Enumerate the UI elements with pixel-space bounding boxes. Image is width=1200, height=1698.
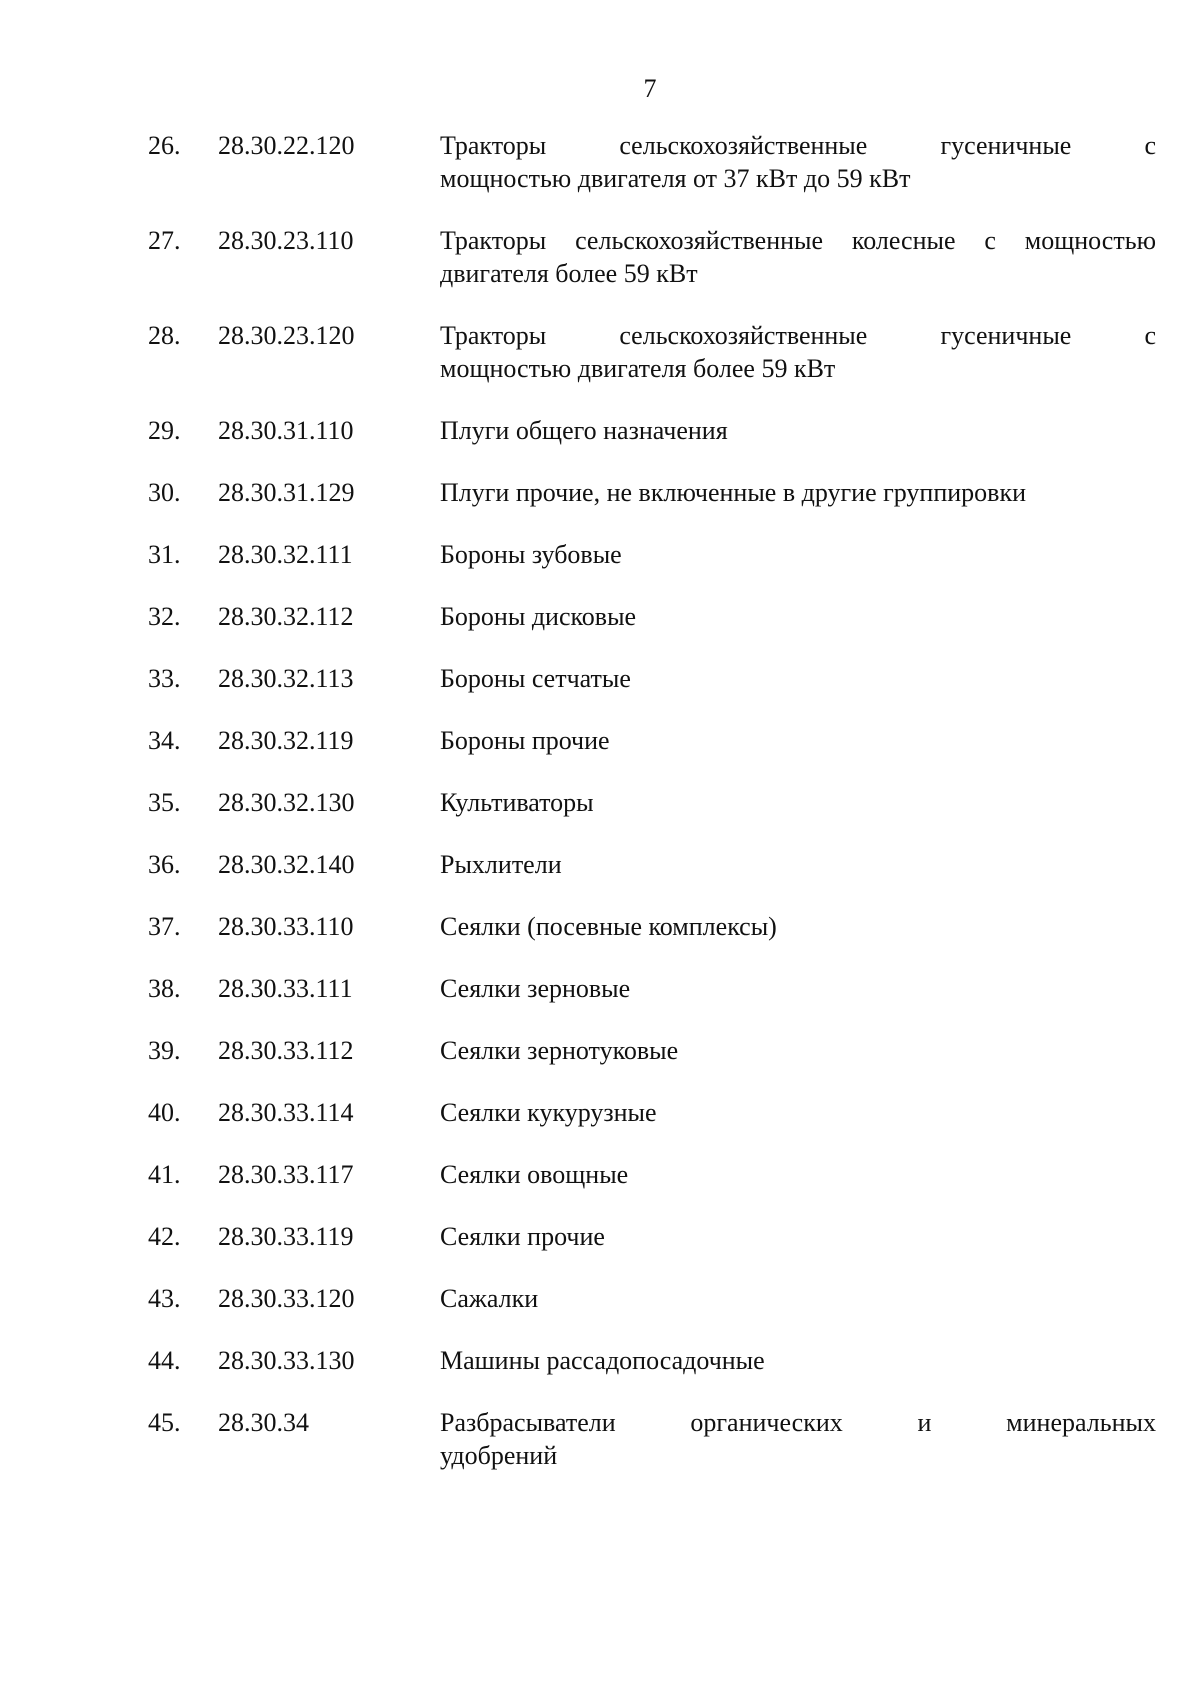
list-item — [148, 1406, 1156, 1472]
list-item — [148, 786, 1148, 819]
item-number: 40. — [148, 1098, 181, 1127]
classification-list — [148, 129, 1156, 1501]
description-line: Сажалки — [440, 1284, 539, 1313]
description-line: Сеялки овощные — [440, 1160, 629, 1189]
description-line: мощностью двигателя от 37 кВт до 59 кВт — [440, 164, 911, 193]
description-line: Сеялки (посевные комплексы) — [440, 912, 777, 941]
list-item — [148, 1344, 1148, 1377]
item-code: 28.30.32.130 — [218, 788, 355, 817]
item-number: 35. — [148, 788, 181, 817]
item-description — [440, 1344, 1156, 1377]
item-description — [440, 972, 1156, 1005]
item-number: 33. — [148, 664, 181, 693]
item-description — [440, 224, 1156, 290]
item-number: 32. — [148, 602, 181, 631]
description-line: Машины рассадопосадочные — [440, 1346, 765, 1375]
list-item — [148, 1158, 1148, 1191]
item-number: 43. — [148, 1284, 181, 1313]
description-line: Сеялки прочие — [440, 1222, 605, 1251]
item-code: 28.30.33.117 — [218, 1160, 354, 1189]
list-item — [148, 724, 1148, 757]
list-item — [148, 848, 1148, 881]
description-line: Разбрасыватели органических и минеральных — [440, 1408, 1156, 1437]
item-number: 30. — [148, 478, 181, 507]
page-number: 7 — [643, 74, 657, 103]
item-code: 28.30.33.112 — [218, 1036, 354, 1065]
description-line: Плуги прочие, не включенные в другие группировки — [440, 478, 1026, 507]
item-description — [440, 1096, 1156, 1129]
list-item — [148, 538, 1148, 571]
item-code: 28.30.23.120 — [218, 321, 355, 350]
item-code: 28.30.33.130 — [218, 1346, 355, 1375]
description-line: Бороны сетчатые — [440, 664, 631, 693]
list-item — [148, 224, 1156, 290]
item-code: 28.30.31.110 — [218, 416, 354, 445]
description-line: Плуги общего назначения — [440, 416, 728, 445]
item-code: 28.30.23.110 — [218, 226, 354, 255]
list-item — [148, 1220, 1148, 1253]
item-description — [440, 1220, 1156, 1253]
description-line: Тракторы сельскохозяйственные гусеничные с — [440, 321, 1156, 350]
item-code: 28.30.33.114 — [218, 1098, 354, 1127]
list-item — [148, 476, 1148, 509]
item-description — [440, 1406, 1156, 1472]
list-item — [148, 414, 1148, 447]
description-line: удобрений — [440, 1441, 558, 1470]
list-item — [148, 319, 1156, 385]
list-item — [148, 600, 1148, 633]
description-line: Тракторы сельскохозяйственные гусеничные с — [440, 131, 1156, 160]
item-number: 37. — [148, 912, 181, 941]
item-code: 28.30.32.111 — [218, 540, 353, 569]
item-code: 28.30.33.110 — [218, 912, 354, 941]
item-code: 28.30.31.129 — [218, 478, 355, 507]
item-description — [440, 662, 1156, 695]
item-number: 38. — [148, 974, 181, 1003]
item-description — [440, 538, 1156, 571]
item-number: 29. — [148, 416, 181, 445]
item-number: 36. — [148, 850, 181, 879]
description-line: Бороны прочие — [440, 726, 610, 755]
item-description — [440, 724, 1156, 757]
list-item — [148, 129, 1156, 195]
item-description — [440, 786, 1156, 819]
item-number: 28. — [148, 321, 181, 350]
item-description — [440, 129, 1156, 195]
item-code: 28.30.33.111 — [218, 974, 353, 1003]
item-description — [440, 1158, 1156, 1191]
description-line: Сеялки кукурузные — [440, 1098, 657, 1127]
item-description — [440, 910, 1156, 943]
item-number: 42. — [148, 1222, 181, 1251]
item-code: 28.30.32.119 — [218, 726, 354, 755]
item-code: 28.30.33.120 — [218, 1284, 355, 1313]
description-line: Сеялки зерновые — [440, 974, 631, 1003]
description-line: Бороны зубовые — [440, 540, 622, 569]
description-line: Тракторы сельскохозяйственные колесные с мощностью — [440, 226, 1156, 255]
item-description — [440, 414, 1156, 447]
item-number: 34. — [148, 726, 181, 755]
item-number: 39. — [148, 1036, 181, 1065]
item-code: 28.30.22.120 — [218, 131, 355, 160]
description-line: Бороны дисковые — [440, 602, 637, 631]
item-description — [440, 1282, 1156, 1315]
item-code: 28.30.33.119 — [218, 1222, 354, 1251]
item-description — [440, 600, 1156, 633]
item-number: 41. — [148, 1160, 181, 1189]
item-code: 28.30.34 — [218, 1408, 309, 1437]
description-line: Культиваторы — [440, 788, 594, 817]
item-code: 28.30.32.140 — [218, 850, 355, 879]
item-number: 27. — [148, 226, 181, 255]
list-item — [148, 972, 1148, 1005]
item-description — [440, 319, 1156, 385]
description-line: мощностью двигателя более 59 кВт — [440, 354, 836, 383]
item-description — [440, 1034, 1156, 1067]
item-number: 45. — [148, 1408, 181, 1437]
list-item — [148, 1096, 1148, 1129]
list-item — [148, 662, 1148, 695]
item-description — [440, 476, 1156, 509]
description-line: Сеялки зернотуковые — [440, 1036, 679, 1065]
list-item — [148, 1034, 1148, 1067]
description-line: двигателя более 59 кВт — [440, 259, 698, 288]
item-code: 28.30.32.112 — [218, 602, 354, 631]
item-number: 31. — [148, 540, 181, 569]
description-line: Рыхлители — [440, 850, 562, 879]
item-code: 28.30.32.113 — [218, 664, 354, 693]
item-number: 44. — [148, 1346, 181, 1375]
list-item — [148, 910, 1148, 943]
item-description — [440, 848, 1156, 881]
list-item — [148, 1282, 1148, 1315]
item-number: 26. — [148, 131, 181, 160]
